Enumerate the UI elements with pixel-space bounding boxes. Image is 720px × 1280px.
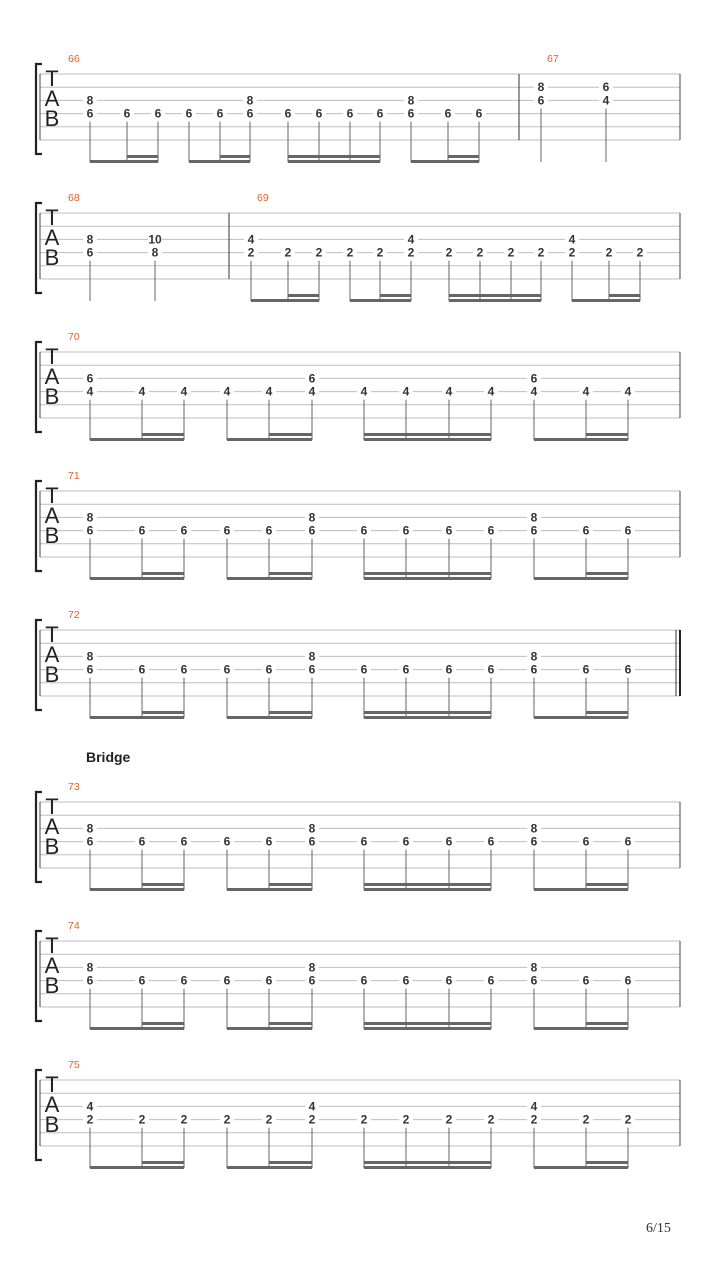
eighth-beam	[227, 716, 312, 719]
fret-number: 8	[308, 649, 316, 664]
eighth-beam	[364, 577, 491, 580]
sixteenth-beam	[269, 883, 312, 886]
eighth-beam	[90, 160, 158, 163]
eighth-beam	[534, 888, 628, 891]
sixteenth-beam	[449, 294, 541, 297]
measure-number: 67	[547, 53, 559, 65]
tab-clef-letter: B	[44, 834, 60, 859]
fret-number: 2	[247, 245, 255, 260]
fret-number: 2	[568, 245, 576, 260]
fret-number: 8	[86, 510, 94, 525]
fret-number: 6	[246, 106, 254, 121]
fret-number: 2	[265, 1112, 273, 1127]
eighth-beam	[364, 1166, 491, 1169]
fret-number: 8	[530, 510, 538, 525]
fret-number: 2	[180, 1112, 188, 1127]
fret-number: 4	[530, 1099, 538, 1114]
fret-number: 8	[530, 649, 538, 664]
fret-number: 6	[402, 662, 410, 677]
fret-number: 6	[402, 523, 410, 538]
fret-number: 6	[487, 973, 495, 988]
sixteenth-beam	[269, 572, 312, 575]
fret-number: 4	[582, 384, 590, 399]
eighth-beam	[534, 716, 628, 719]
fret-number: 6	[487, 662, 495, 677]
tab-clef-letter: T	[45, 622, 59, 647]
fret-number: 6	[86, 523, 94, 538]
fret-number: 6	[86, 662, 94, 677]
eighth-beam	[227, 1166, 312, 1169]
fret-number: 2	[530, 1112, 538, 1127]
sixteenth-beam	[586, 883, 628, 886]
eighth-beam	[227, 888, 312, 891]
fret-number: 6	[180, 523, 188, 538]
tab-clef-letter: B	[44, 106, 60, 131]
sixteenth-beam	[269, 711, 312, 714]
fret-number: 6	[284, 106, 292, 121]
sixteenth-beam	[364, 711, 491, 714]
sixteenth-beam	[609, 294, 640, 297]
eighth-beam	[227, 438, 312, 441]
sixteenth-beam	[142, 572, 184, 575]
fret-number: 6	[624, 662, 632, 677]
fret-number: 6	[308, 973, 316, 988]
fret-number: 2	[445, 245, 453, 260]
fret-number: 8	[530, 960, 538, 975]
sixteenth-beam	[127, 155, 158, 158]
fret-number: 4	[86, 384, 94, 399]
fret-number: 4	[265, 384, 273, 399]
fret-number: 2	[223, 1112, 231, 1127]
tab-clef-letter: A	[44, 225, 60, 250]
eighth-beam	[364, 888, 491, 891]
fret-number: 6	[530, 973, 538, 988]
fret-number: 6	[376, 106, 384, 121]
fret-number: 2	[487, 1112, 495, 1127]
fret-number: 6	[86, 106, 94, 121]
fret-number: 6	[445, 523, 453, 538]
sixteenth-beam	[142, 711, 184, 714]
sixteenth-beam	[586, 1022, 628, 1025]
tab-clef-letter: T	[45, 794, 59, 819]
fret-number: 2	[537, 245, 545, 260]
tab-clef-letter: A	[44, 953, 60, 978]
fret-number: 6	[445, 662, 453, 677]
sixteenth-beam	[269, 433, 312, 436]
fret-number: 4	[530, 384, 538, 399]
fret-number: 6	[315, 106, 323, 121]
eighth-beam	[364, 1027, 491, 1030]
fret-number: 6	[265, 973, 273, 988]
fret-number: 2	[346, 245, 354, 260]
fret-number: 4	[247, 232, 255, 247]
fret-number: 6	[360, 973, 368, 988]
fret-number: 6	[180, 834, 188, 849]
fret-number: 8	[86, 821, 94, 836]
measure-number: 69	[257, 192, 269, 204]
fret-number: 6	[216, 106, 224, 121]
fret-number: 10	[148, 232, 162, 247]
eighth-beam	[411, 160, 479, 163]
fret-number: 2	[624, 1112, 632, 1127]
fret-number: 6	[402, 834, 410, 849]
fret-number: 6	[624, 834, 632, 849]
fret-number: 6	[265, 662, 273, 677]
fret-number: 6	[346, 106, 354, 121]
measure-number: 66	[68, 53, 80, 65]
fret-number: 6	[308, 834, 316, 849]
sixteenth-beam	[586, 433, 628, 436]
eighth-beam	[227, 1027, 312, 1030]
fret-number: 6	[582, 662, 590, 677]
fret-number: 8	[246, 93, 254, 108]
fret-number: 8	[308, 821, 316, 836]
eighth-beam	[534, 1027, 628, 1030]
fret-number: 6	[530, 371, 538, 386]
tab-clef-letter: A	[44, 86, 60, 111]
fret-number: 2	[315, 245, 323, 260]
fret-number: 6	[86, 371, 94, 386]
fret-number: 6	[154, 106, 162, 121]
sixteenth-beam	[364, 1022, 491, 1025]
eighth-beam	[90, 1166, 184, 1169]
eighth-beam	[288, 160, 380, 163]
measure-number: 73	[68, 781, 80, 793]
tab-clef-letter: T	[45, 344, 59, 369]
fret-number: 6	[582, 834, 590, 849]
fret-number: 2	[138, 1112, 146, 1127]
sixteenth-beam	[288, 294, 319, 297]
eighth-beam	[534, 438, 628, 441]
tab-clef-letter: B	[44, 973, 60, 998]
fret-number: 6	[223, 973, 231, 988]
measure-number: 68	[68, 192, 80, 204]
fret-number: 6	[582, 523, 590, 538]
fret-number: 6	[265, 523, 273, 538]
fret-number: 6	[223, 523, 231, 538]
fret-number: 6	[530, 662, 538, 677]
fret-number: 8	[151, 245, 159, 260]
eighth-beam	[90, 716, 184, 719]
fret-number: 6	[223, 834, 231, 849]
eighth-beam	[90, 888, 184, 891]
measure-number: 71	[68, 470, 80, 482]
fret-number: 6	[475, 106, 483, 121]
sixteenth-beam	[288, 155, 380, 158]
sixteenth-beam	[142, 883, 184, 886]
sixteenth-beam	[142, 1161, 184, 1164]
fret-number: 2	[284, 245, 292, 260]
fret-number: 4	[223, 384, 231, 399]
fret-number: 4	[407, 232, 415, 247]
fret-number: 8	[530, 821, 538, 836]
fret-number: 6	[445, 973, 453, 988]
fret-number: 2	[476, 245, 484, 260]
fret-number: 8	[308, 510, 316, 525]
tab-clef-letter: T	[45, 1072, 59, 1097]
fret-number: 6	[530, 834, 538, 849]
fret-number: 6	[530, 523, 538, 538]
fret-number: 6	[86, 834, 94, 849]
tab-clef-letter: A	[44, 364, 60, 389]
eighth-beam	[534, 1166, 628, 1169]
section-label-bridge: Bridge	[86, 749, 131, 765]
fret-number: 2	[445, 1112, 453, 1127]
eighth-beam	[90, 1027, 184, 1030]
eighth-beam	[534, 577, 628, 580]
eighth-beam	[350, 299, 411, 302]
fret-number: 2	[376, 245, 384, 260]
tab-clef-letter: A	[44, 503, 60, 528]
page-number: 6/15	[646, 1221, 671, 1236]
fret-number: 6	[602, 80, 610, 95]
sixteenth-beam	[364, 883, 491, 886]
fret-number: 6	[308, 662, 316, 677]
tab-clef-letter: B	[44, 245, 60, 270]
eighth-beam	[90, 438, 184, 441]
eighth-beam	[189, 160, 250, 163]
fret-number: 6	[86, 245, 94, 260]
fret-number: 2	[407, 245, 415, 260]
fret-number: 6	[185, 106, 193, 121]
eighth-beam	[251, 299, 319, 302]
fret-number: 6	[445, 834, 453, 849]
fret-number: 4	[180, 384, 188, 399]
fret-number: 4	[360, 384, 368, 399]
fret-number: 6	[444, 106, 452, 121]
fret-number: 2	[360, 1112, 368, 1127]
fret-number: 4	[86, 1099, 94, 1114]
sixteenth-beam	[142, 433, 184, 436]
sixteenth-beam	[364, 433, 491, 436]
fret-number: 6	[86, 973, 94, 988]
fret-number: 2	[86, 1112, 94, 1127]
eighth-beam	[572, 299, 640, 302]
sixteenth-beam	[142, 1022, 184, 1025]
sixteenth-beam	[586, 572, 628, 575]
measure-number: 72	[68, 609, 80, 621]
tab-clef-letter: A	[44, 1092, 60, 1117]
measure-number: 74	[68, 920, 80, 932]
eighth-beam	[364, 716, 491, 719]
fret-number: 2	[582, 1112, 590, 1127]
tab-clef-letter: T	[45, 483, 59, 508]
fret-number: 8	[407, 93, 415, 108]
fret-number: 4	[445, 384, 453, 399]
tab-clef-letter: T	[45, 205, 59, 230]
fret-number: 8	[86, 232, 94, 247]
sixteenth-beam	[586, 1161, 628, 1164]
sixteenth-beam	[586, 711, 628, 714]
tab-clef-letter: B	[44, 523, 60, 548]
fret-number: 8	[86, 93, 94, 108]
fret-number: 6	[360, 662, 368, 677]
eighth-beam	[364, 438, 491, 441]
fret-number: 6	[624, 973, 632, 988]
eighth-beam	[449, 299, 541, 302]
tab-clef-letter: A	[44, 642, 60, 667]
fret-number: 2	[636, 245, 644, 260]
fret-number: 6	[624, 523, 632, 538]
fret-number: 4	[402, 384, 410, 399]
fret-number: 4	[308, 384, 316, 399]
sixteenth-beam	[364, 572, 491, 575]
tab-clef-letter: B	[44, 384, 60, 409]
tab-clef-letter: A	[44, 814, 60, 839]
tab-clef-letter: B	[44, 662, 60, 687]
fret-number: 6	[265, 834, 273, 849]
fret-number: 2	[605, 245, 613, 260]
eighth-beam	[90, 577, 184, 580]
fret-number: 2	[308, 1112, 316, 1127]
tab-clef-letter: T	[45, 933, 59, 958]
eighth-beam	[227, 577, 312, 580]
fret-number: 6	[487, 834, 495, 849]
fret-number: 6	[138, 834, 146, 849]
measure-number: 70	[68, 331, 80, 343]
fret-number: 6	[138, 662, 146, 677]
fret-number: 8	[537, 80, 545, 95]
fret-number: 6	[308, 523, 316, 538]
fret-number: 2	[507, 245, 515, 260]
fret-number: 6	[537, 93, 545, 108]
sixteenth-beam	[220, 155, 250, 158]
fret-number: 6	[487, 523, 495, 538]
fret-number: 4	[624, 384, 632, 399]
fret-number: 6	[123, 106, 131, 121]
fret-number: 6	[180, 662, 188, 677]
fret-number: 6	[138, 523, 146, 538]
fret-number: 6	[360, 523, 368, 538]
tab-clef-letter: B	[44, 1112, 60, 1137]
fret-number: 6	[402, 973, 410, 988]
fret-number: 8	[86, 960, 94, 975]
fret-number: 4	[602, 93, 610, 108]
sixteenth-beam	[364, 1161, 491, 1164]
sixteenth-beam	[269, 1022, 312, 1025]
fret-number: 4	[308, 1099, 316, 1114]
fret-number: 2	[402, 1112, 410, 1127]
fret-number: 6	[223, 662, 231, 677]
fret-number: 8	[86, 649, 94, 664]
fret-number: 4	[138, 384, 146, 399]
sixteenth-beam	[448, 155, 479, 158]
fret-number: 8	[308, 960, 316, 975]
sixteenth-beam	[380, 294, 411, 297]
tab-clef-letter: T	[45, 66, 59, 91]
fret-number: 6	[308, 371, 316, 386]
fret-number: 4	[568, 232, 576, 247]
fret-number: 6	[407, 106, 415, 121]
fret-number: 6	[180, 973, 188, 988]
fret-number: 6	[138, 973, 146, 988]
measure-number: 75	[68, 1059, 80, 1071]
fret-number: 4	[487, 384, 495, 399]
fret-number: 6	[582, 973, 590, 988]
sixteenth-beam	[269, 1161, 312, 1164]
fret-number: 6	[360, 834, 368, 849]
